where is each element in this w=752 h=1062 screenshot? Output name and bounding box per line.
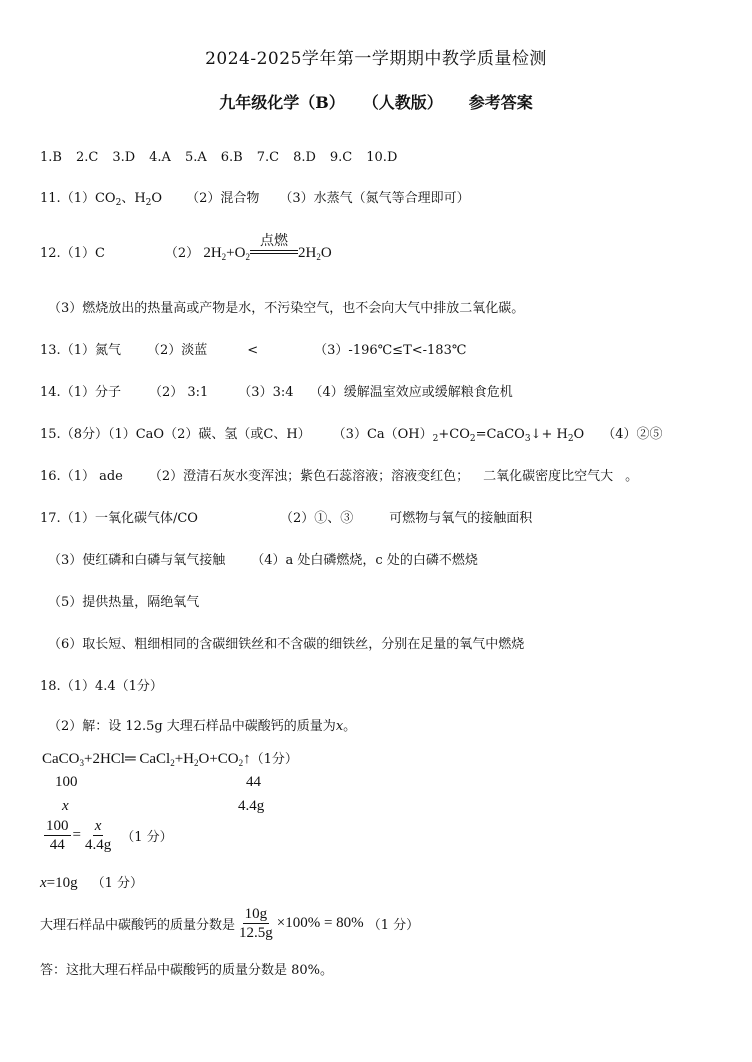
var-x: x <box>62 798 69 814</box>
x-result: x=10g （1 分） <box>40 875 144 891</box>
answer-17-5: （5）提供热量，隔绝氧气 <box>48 595 200 610</box>
subtitle-grade: 九年级化学（B） <box>219 93 345 112</box>
reaction-equation: CaCO$_3$+2HCl═ $CaCl_2+H_2O+CO_2↑(1$分） <box>42 751 298 768</box>
percentage: 大理石样品中碳酸钙的质量分数是 $\frac{10g}{12.5g}$ ×100% = 80% （1 分） <box>40 906 420 941</box>
answer-15: 15.（8分）（1）CaO（2）碳、氢（或C、H） $(3)Ca(OH)_2+CO_2=CaCO_3↓+ H_2O$ （4）②⑤ <box>40 427 663 444</box>
answer-12-3: （3）燃烧放出的热量高或产物是水，不污染空气，也不会向大气中排放二氧化碳。 <box>48 301 525 316</box>
answer-18-1: 18.（1）4.4（1分） <box>40 679 163 694</box>
page-subtitle <box>0 90 752 113</box>
answer-11: $11.(1)CO_2$、$H_2O$ （2）混合物 （3）水蒸气（氮气等合理即可） <box>40 191 470 208</box>
ignition-condition: 点燃 <box>250 250 298 257</box>
answer-16: 16.（1） ade （2）澄清石灰水变浑浊；紫色石蕊溶液；溶液变红色； 二氧化碳密度比空气大 。 <box>40 469 639 484</box>
page-title: 2024-2025学年第一学期期中教学质量检测 <box>205 49 547 69</box>
water-equation: $2H_2+O_2$ 点燃 $2H_2O$ <box>203 234 332 262</box>
proportion: $\frac{100}{44}$ = $\frac{x}{4.4g}$ （1 分） <box>46 818 173 853</box>
answer-12: 12.（1）C （2） $2H_2+O_2$ 点燃 $2H_2O$ <box>40 234 332 262</box>
mass-100: 100 <box>55 774 78 790</box>
mass-44: 44 <box>246 774 261 790</box>
answer-17-3-4: （3）使红磷和白磷与氧气接触 （4）a 处白磷燃烧，c 处的白磷不燃烧 <box>48 553 478 568</box>
subtitle-edition: （人教版） <box>370 93 443 112</box>
answer-14: 14.（1）分子 （2） 3:1 （3）3:4 （4）缓解温室效应或缓解粮食危机 <box>40 385 513 400</box>
var-4-4g: 4.4g <box>238 798 265 814</box>
final-answer: 答：这批大理石样品中碳酸钙的质量分数是 80%。 <box>40 963 334 978</box>
answers-1-10: 1.B 2.C 3.D 4.A 5.A 6.B 7.C 8.D 9.C 10.D <box>40 150 398 165</box>
answer-17-6: （6）取长短、粗细相同的含碳细铁丝和不含碳的细铁丝，分别在足量的氧气中燃烧 <box>48 637 525 652</box>
answer-13: 13.（1）氮气 （2）淡蓝 < （3）-196℃≤T<-183℃ <box>40 343 467 358</box>
answer-17: 17.（1）一氧化碳气体/CO （2）①、③ 可燃物与氧气的接触面积 <box>40 511 533 526</box>
answer-18-2: （2）解：设 12.5g 大理石样品中碳酸钙的质量为x。 <box>48 719 357 734</box>
subtitle-answer: 参考答案 <box>468 93 533 112</box>
